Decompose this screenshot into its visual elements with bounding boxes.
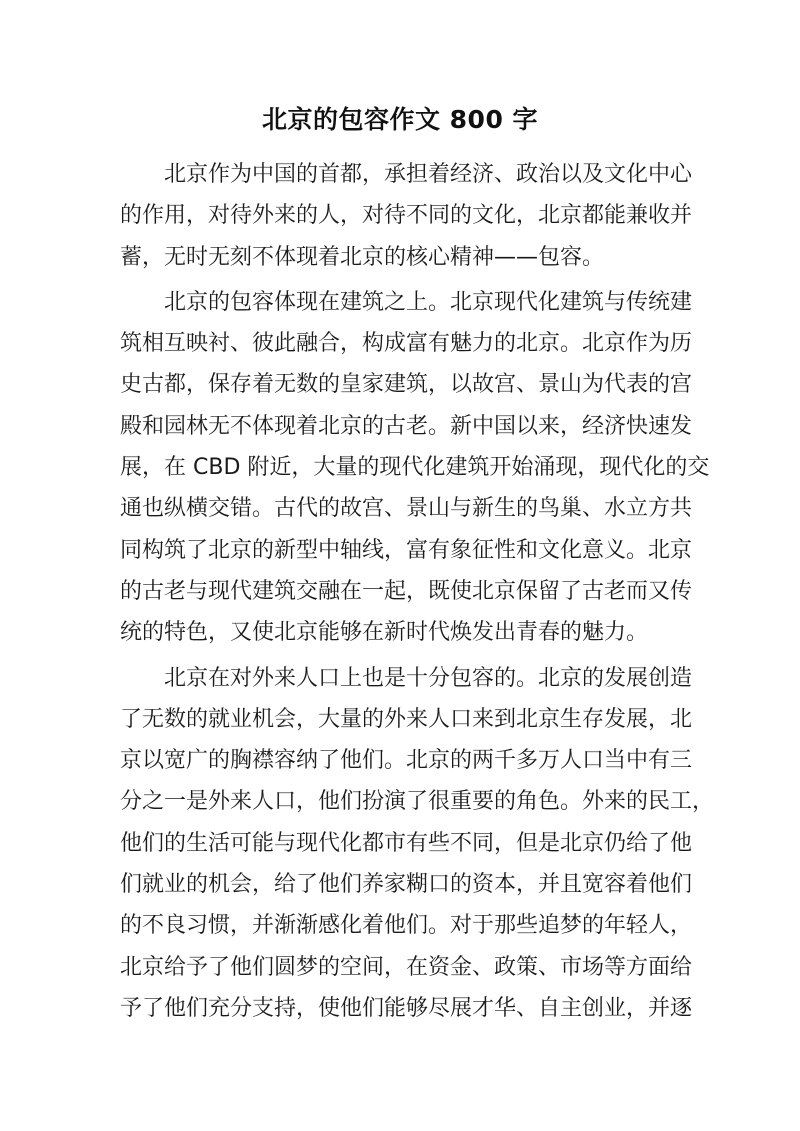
text-line: 们就业的机会，给了他们养家糊口的资本，并且宽容着他们 (120, 872, 693, 898)
text-line: 的古老与现代建筑交融在一起，既使北京保留了古老而又传 (120, 578, 693, 604)
text-line: 统的特色，又使北京能够在新时代焕发出青春的魅力。 (120, 620, 649, 646)
paragraph-2 (120, 282, 710, 654)
paragraph-3 (120, 658, 715, 1030)
text-line: 的作用，对待外来的人，对待不同的文化，北京都能兼收并 (120, 203, 693, 229)
text-line: 的不良习惯，并渐渐感化着他们。对于那些追梦的年轻人， (120, 913, 693, 939)
text-line: 北京作为中国的首都，承担着经济、政治以及文化中心 (164, 162, 693, 187)
text-line: 殿和园林无不体现着北京的古老。新中国以来，经济快速发 (120, 413, 693, 439)
text-line: 了无数的就业机会，大量的外来人口来到北京生存发展，北 (120, 706, 693, 732)
document-title: 北京的包容作文 800 字 (261, 105, 539, 134)
text-line: 北京在对外来人口上也是十分包容的。北京的发展创造 (164, 665, 693, 691)
text-line: 北京的包容体现在建筑之上。北京现代化建筑与传统建 (164, 289, 693, 315)
text-line: 筑相互映衬、彼此融合，构成富有魅力的北京。北京作为历 (120, 331, 693, 357)
text-line: 展，在 CBD 附近，大量的现代化建筑开始涌现，现代化的交 (120, 455, 710, 481)
text-line: 同构筑了北京的新型中轴线，富有象征性和文化意义。北京 (120, 537, 693, 563)
text-line: 他们的生活可能与现代化都市有些不同，但是北京仍给了他 (120, 830, 693, 856)
text-line: 通也纵横交错。古代的故宫、景山与新生的鸟巢、水立方共 (120, 496, 693, 522)
text-line: 分之一是外来人口，他们扮演了很重要的角色。外来的民工， (120, 789, 715, 815)
text-line: 予了他们充分支持，使他们能够尽展才华、自主创业，并逐 (120, 995, 693, 1021)
text-line: 蓄，无时无刻不体现着北京的核心精神——包容。 (120, 244, 605, 270)
text-line: 史古都，保存着无数的皇家建筑，以故宫、景山为代表的宫 (120, 372, 693, 398)
paragraph-1 (120, 154, 693, 278)
text-line: 北京给予了他们圆梦的空间，在资金、政策、市场等方面给 (120, 954, 693, 980)
text-line: 京以宽广的胸襟容纳了他们。北京的两千多万人口当中有三 (120, 748, 693, 774)
